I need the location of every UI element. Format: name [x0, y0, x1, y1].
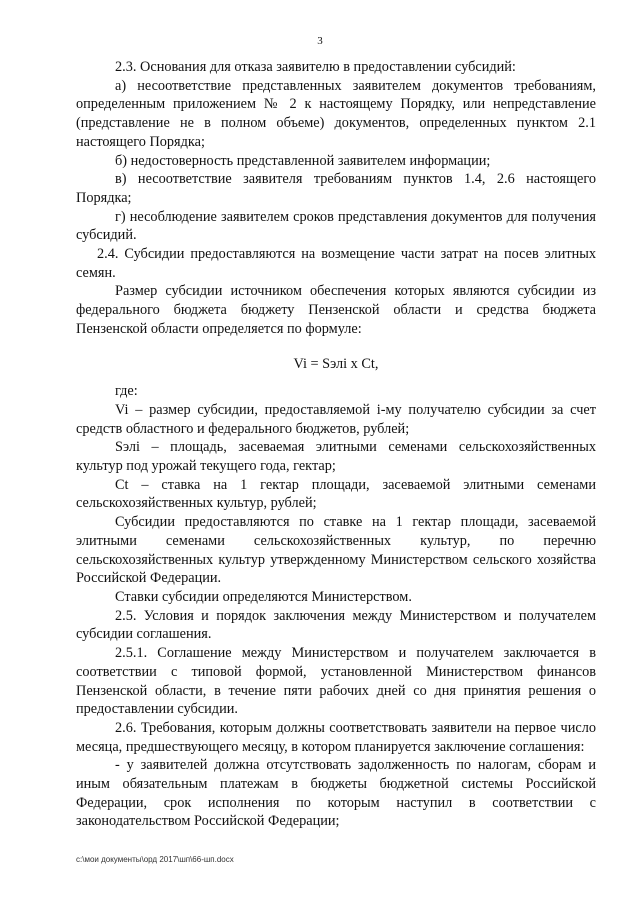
- subsidy-formula: Vi = Sэлi x Ct,: [293, 355, 379, 372]
- clause-2-4: 2.4. Субсидии предоставляются на возмещение части затрат на посев элитных семян.: [76, 246, 596, 281]
- rates-paragraph: Ставки субсидии определяются Министерством.: [115, 588, 412, 605]
- clause-2-5-1: 2.5.1. Соглашение между Министерством и получателем заключается в соответствии с типовой формой, установленной Министерством финансов Пензенской области, в течение пяти рабочих дней со дня принятия решения о предоставлении субсидии.: [76, 645, 596, 718]
- subsidy-rate-paragraph: Субсидии предоставляются по ставке на 1 гектар площади, засеваемой элитными семенами сельскохозяйственных культур, по перечню сельскохозяйственных культур утвержденному Министерством сельского хозяйства Российской Федерации.: [76, 514, 596, 587]
- clause-2-3-heading: 2.3. Основания для отказа заявителю в предоставлении субсидий:: [115, 59, 516, 75]
- page-number: 3: [317, 35, 323, 47]
- subsidy-size-paragraph: Размер субсидии источником обеспечения которых являются субсидии из федерального бюджета бюджету Пензенской области и средства бюджета Пензенской области определяется по формуле:: [76, 283, 596, 337]
- clause-2-5: 2.5. Условия и порядок заключения между Министерством и получателем субсидии соглашения.: [76, 607, 596, 643]
- formula-def-ct: Ct – ставка на 1 гектар площади, засеваемой элитными семенами сельскохозяйственных культур, рублей;: [76, 476, 596, 512]
- clause-2-3-item-b: б) недостоверность представленной заявителем информации;: [115, 152, 491, 169]
- clause-2-3-item-v: в) несоответствие заявителя требованиям пунктов 1.4, 2.6 настоящего Порядка;: [76, 171, 596, 206]
- footer-file-path: c:\мои документы\орд 2017\шп\66-шп.docx: [76, 855, 234, 864]
- clause-2-6: 2.6. Требования, которым должны соответствовать заявители на первое число месяца, предшествующего месяцу, в котором планируется заключение соглашения:: [76, 719, 596, 755]
- clause-2-3-item-g: г) несоблюдение заявителем сроков представления документов для получения субсидий.: [76, 208, 596, 244]
- formula-def-sel: Sэлi – площадь, засеваемая элитными семенами сельскохозяйственных культур под урожай текущего года, гектар;: [76, 439, 596, 475]
- document-body: [76, 58, 596, 831]
- clause-2-6-requirement-1: - у заявителей должна отсутствовать задолженность по налогам, сборам и иным обязательным платежам в бюджеты бюджетной системы Российской Федерации, срок исполнения по которым наступил в соответствии с законодательством Российской Федерации;: [76, 757, 596, 830]
- formula-where: где:: [115, 383, 138, 400]
- clause-2-3-item-a: а) несоответствие представленных заявителем документов требованиям, определенным приложением № 2 к настоящему Порядку, или непредставление (представление не в полном объеме) документов, определенных пунктом 2.1 настоящего Порядка;: [76, 77, 596, 150]
- formula-def-vi: Vi – размер субсидии, предоставляемой i-му получателю субсидии за счет средств областного и федерального бюджетов, рублей;: [76, 401, 596, 437]
